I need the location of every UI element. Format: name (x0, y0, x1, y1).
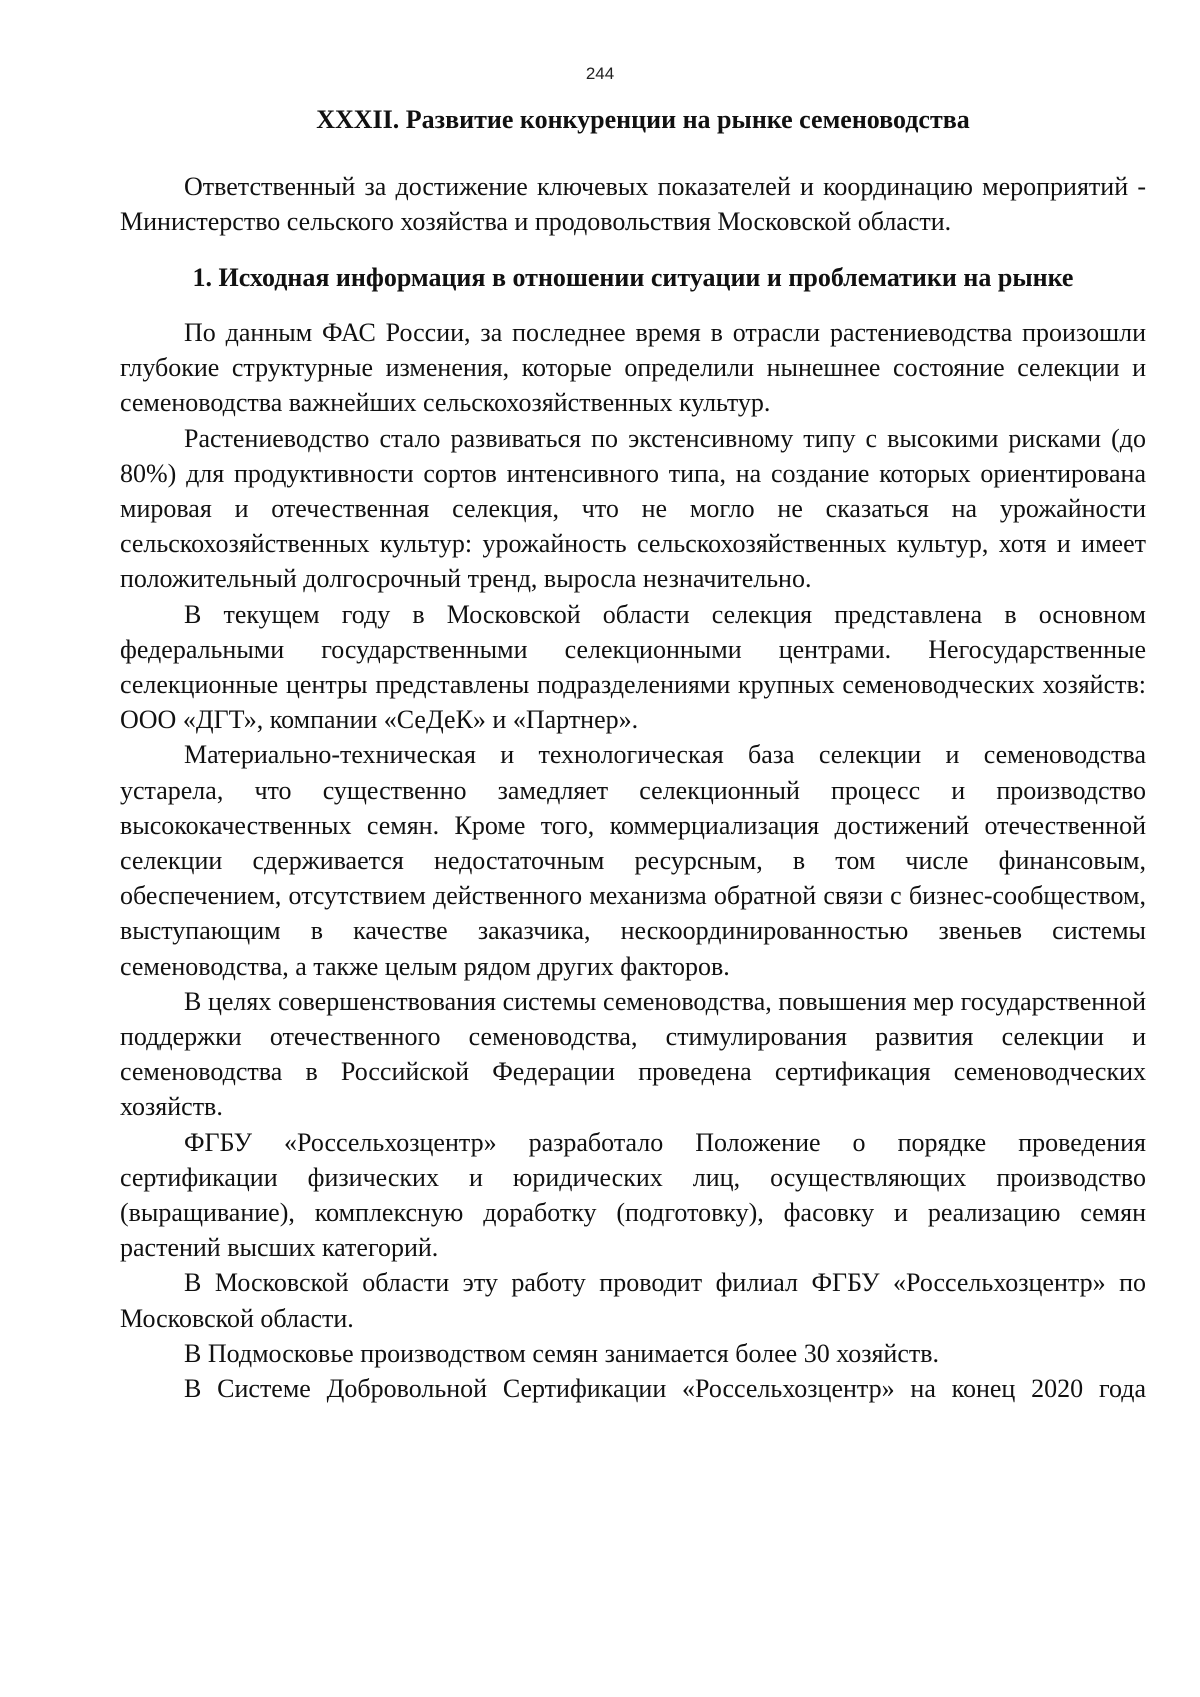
paragraph-4: Материально-техническая и технологическая база селекции и семеноводства устарела, что существенно замедляет селекционный процесс и производство высококачественных семян. Кроме того, коммерциализация достижений отечественной селекции сдерживается недостаточным ресурсным, в том числе финансовым, обеспечением, отсутствием действенного механизма обратной связи с бизнес-сообществом, выступающим в качестве заказчика, нескоординированностью звеньев системы семеноводства, а также целым рядом других факторов. (120, 740, 1146, 981)
paragraph-3: В текущем году в Московской области селекция представлена в основном федеральными государственными селекционными центрами. Негосударственные селекционные центры представлены подразделениями крупных семеноводческих хозяйств: ООО «ДГТ», компании «СеДеК» и «Партнер». (120, 599, 1146, 735)
section-title: 1. Исходная информация в отношении ситуации и проблематики на рынке (192, 263, 1074, 293)
paragraph-8: В Подмосковье производством семян занимается более 30 хозяйств. (184, 1338, 940, 1368)
paragraph-6: ФГБУ «Россельхозцентр» разработало Положение о порядке проведения сертификации физических и юридических лиц, осуществляющих производство (выращивание), комплексную доработку (подготовку), фасовку и реализацию семян растений высших категорий. (120, 1127, 1146, 1263)
paragraph-5: В целях совершенствования системы семеноводства, повышения мер государственной поддержки отечественного семеноводства, стимулирования развития селекции и семеноводства в Российской Федерации проведена сертификация семеноводческих хозяйств. (120, 986, 1146, 1122)
paragraph-7: В Московской области эту работу проводит филиал ФГБУ «Россельхозцентр» по Московской области. (120, 1268, 1146, 1333)
paragraph-1: По данным ФАС России, за последнее время в отрасли растениеводства произошли глубокие структурные изменения, которые определили нынешнее состояние селекции и семеноводства важнейших сельскохозяйственных культур. (120, 318, 1146, 418)
document-body (120, 103, 1146, 1406)
responsible-paragraph: Ответственный за достижение ключевых показателей и координацию мероприятий - Министерство сельского хозяйства и продовольствия Московской области. (120, 171, 1146, 236)
page-number: 244 (585, 64, 615, 83)
paragraph-9: В Системе Добровольной Сертификации «Россельхозцентр» на конец 2020 года (184, 1374, 1146, 1404)
chapter-title: XXXII. Развитие конкуренции на рынке семеноводства (316, 105, 970, 134)
paragraph-2: Растениеводство стало развиваться по экстенсивному типу с высокими рисками (до 80%) для продуктивности сортов интенсивного типа, на создание которых ориентирована мировая и отечественная селекция, что не могло не сказаться на урожайности сельскохозяйственных культур: урожайность сельскохозяйственных культур, хотя и имеет положительный долгосрочный тренд, выросла незначительно. (120, 423, 1146, 594)
